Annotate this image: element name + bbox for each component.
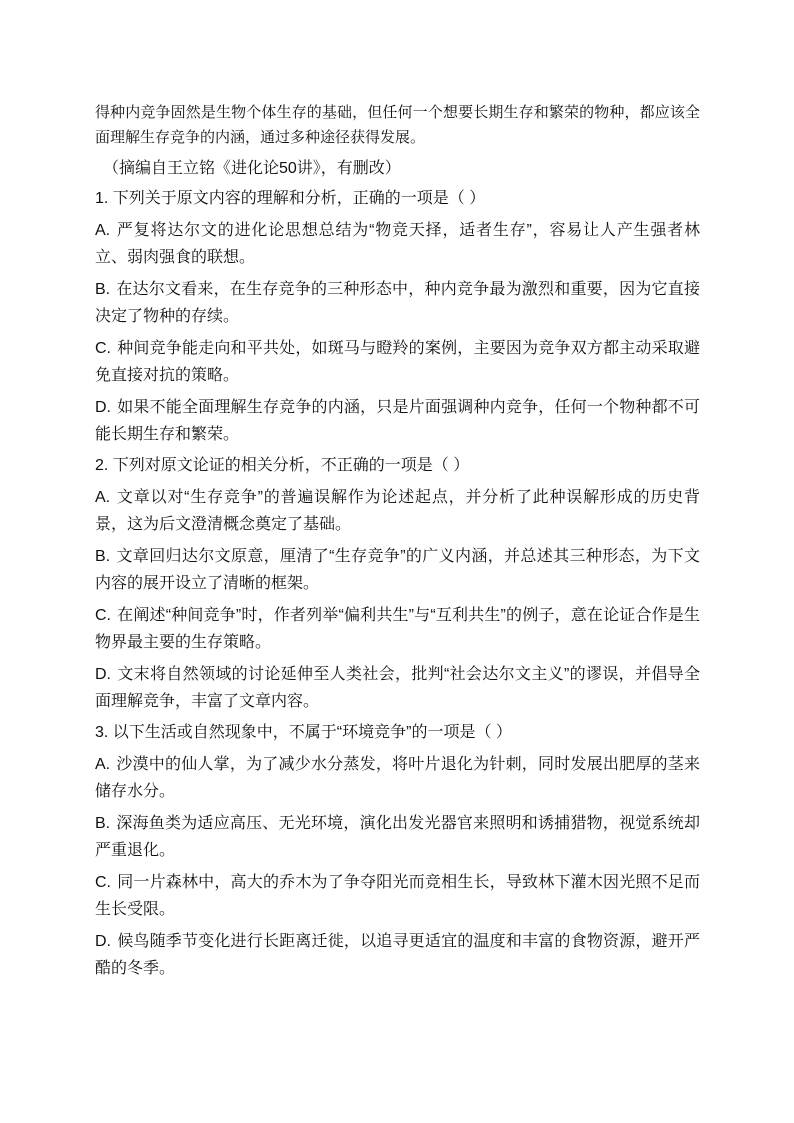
option-letter: D.	[95, 666, 111, 683]
option-b	[95, 276, 700, 330]
option-text: 候鸟随季节变化进行长距离迁徙，以追寻更适宜的温度和丰富的食物资源，避开严酷的冬季。	[95, 933, 700, 977]
option-text: 文章回归达尔文原意，厘清了“生存竞争”的广义内涵，并总述其三种形态，为下文内容的展开设立了清晰的框架。	[95, 548, 700, 592]
option-d	[95, 928, 700, 982]
question-stem: 1. 下列关于原文内容的理解和分析，正确的一项是（ ）	[95, 190, 486, 207]
option-text: 沙漠中的仙人掌，为了减少水分蒸发，将叶片退化为针刺，同时发展出肥厚的茎来储存水分。	[95, 756, 700, 800]
option-text: 在阐述“种间竞争”时，作者列举“偏利共生”与“互利共生”的例子，意在论证合作是生物界最主要的生存策略。	[95, 607, 700, 651]
option-text: 种间竞争能走向和平共处，如斑马与瞪羚的案例，主要因为竞争双方都主动采取避免直接对抗的策略。	[95, 340, 700, 384]
question-3	[95, 720, 700, 982]
option-a	[95, 484, 700, 538]
option-a	[95, 217, 700, 271]
option-c	[95, 335, 700, 389]
option-d	[95, 394, 700, 448]
option-b	[95, 543, 700, 597]
option-d	[95, 661, 700, 715]
question-stem: 2. 下列对原文论证的相关分析，不正确的一项是（ ）	[95, 457, 470, 474]
option-text: 如果不能全面理解生存竞争的内涵，只是片面强调种内竞争，任何一个物种都不可能长期生存和繁荣。	[95, 399, 700, 443]
option-letter: A.	[95, 756, 111, 773]
question-stem: 3. 以下生活或自然现象中，不属于“环境竞争”的一项是（ ）	[95, 724, 512, 741]
option-letter: B.	[95, 548, 111, 565]
option-letter: D.	[95, 399, 111, 416]
option-text: 严复将达尔文的进化论思想总结为“物竞天择，适者生存”，容易让人产生强者林立、弱肉强食的联想。	[95, 222, 700, 266]
option-text: 在达尔文看来，在生存竞争的三种形态中，种内竞争最为激烈和重要，因为它直接决定了物种的存续。	[95, 281, 700, 325]
option-text: 同一片森林中，高大的乔木为了争夺阳光而竞相生长，导致林下灌木因光照不足而生长受限。	[95, 874, 700, 918]
option-letter: C.	[95, 607, 111, 624]
option-letter: A.	[95, 222, 111, 239]
option-letter: B.	[95, 281, 111, 298]
option-letter: C.	[95, 340, 111, 357]
option-c	[95, 869, 700, 923]
option-letter: A.	[95, 489, 111, 506]
page-content	[95, 100, 700, 987]
option-text: 文末将自然领域的讨论延伸至人类社会，批判“社会达尔文主义”的谬误，并倡导全面理解竞争，丰富了文章内容。	[95, 666, 700, 710]
option-text: 文章以对“生存竞争”的普遍误解作为论述起点，并分析了此种误解形成的历史背景，这为后文澄清概念奠定了基础。	[95, 489, 700, 533]
option-c	[95, 602, 700, 656]
question-2	[95, 453, 700, 715]
option-b	[95, 810, 700, 864]
question-1	[95, 186, 700, 448]
option-letter: C.	[95, 874, 111, 891]
option-a	[95, 751, 700, 805]
passage-closing-paragraph: 得种内竞争固然是生物个体生存的基础，但任何一个想要长期生存和繁荣的物种，都应该全面理解生存竞争的内涵，通过多种途径获得发展。	[95, 103, 700, 146]
passage-source-citation: （摘编自王立铭《进化论50讲》，有删改）	[103, 160, 401, 177]
option-letter: B.	[95, 815, 111, 832]
option-letter: D.	[95, 933, 111, 950]
option-text: 深海鱼类为适应高压、无光环境，演化出发光器官来照明和诱捕猎物，视觉系统却严重退化。	[95, 815, 700, 859]
